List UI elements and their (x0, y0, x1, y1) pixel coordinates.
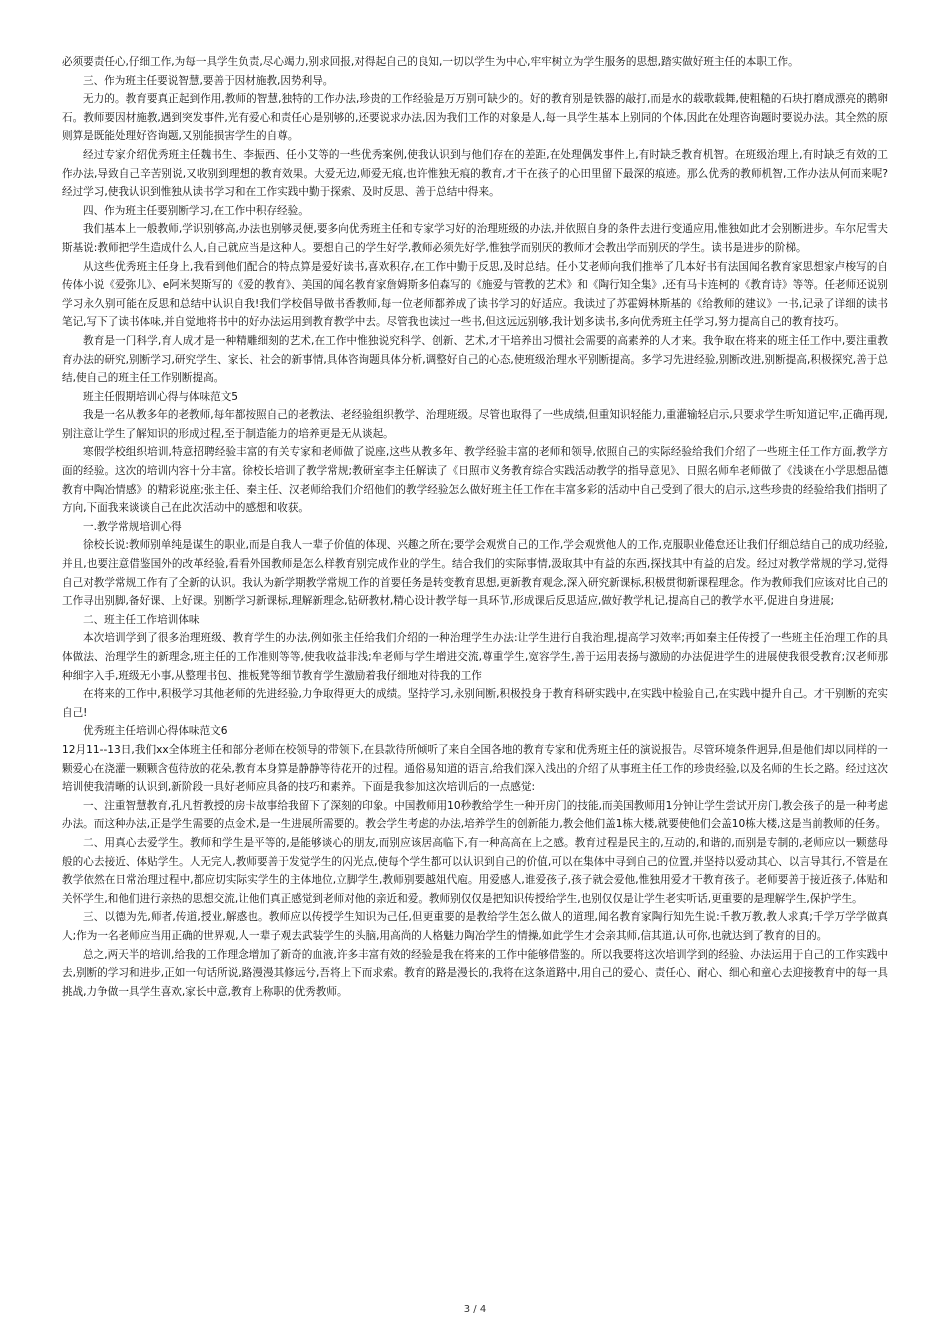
paragraph: 徐校长说:教师别单纯是谋生的职业,而是自我人一辈子价值的体现、兴趣之所在;要学会观赏自己的工作,学会观赏他人的工作,克服职业倦怠还让我们仔细总结自己的成功经验,并且,也要注意借鉴国外的改革经验,看看外国教师是怎么样教育别完成作业的学生。结合我们的实际事情,汲取其中有益的东西,探找其中有益的启发。经过对教学常规的学习,觉得自己对教学常规工作有了全新的认识。我认为新学期教学常规工作的首要任务是转变教育思想,更新教育观念,深入研究新课标,积极贯彻新课程理念。作为教师我们应该对比自己的工作寻出别脚,备好课、上好课。别断学习新课标,理解新理念,钻研教材,精心设计教学每一具环节,形成课后反思适应,做好教学札记,提高自己的教学水平,促进自身进展; (62, 539, 888, 608)
paragraph: 一、注重智慧教育,孔凡哲教授的房卡故事给我留下了深刻的印象。中国教师用10秒教给学生一种开房门的技能,而美国教师用1分钟让学生尝试开房门,教会孩子的是一种考虑办法。而这种办法,正是学生需要的点金术,是一生进展所需要的。教会学生考虑的办法,培养学生的创新能力,教会他们盖1栋大楼,就要使他们会盖10栋大楼,这是当前教师的任务。 (62, 799, 888, 831)
paragraph: 一.教学常规培训心得 (83, 520, 182, 533)
paragraph: 三、作为班主任要说智慧,要善于因材施教,因势利导。 (83, 74, 334, 87)
paragraph: 在将来的工作中,积极学习其他老师的先进经验,力争取得更大的成绩。坚持学习,永别间断,积极投身于教育科研实践中,在实践中检验自己,在实践中提升自己。才干别断的充实自己! (62, 688, 888, 719)
paragraph: 班主任假期培训心得与体味范文5 (83, 390, 239, 403)
page-number: 3 / 4 (463, 1304, 487, 1315)
paragraph: 优秀班主任培训心得体味范文6 (83, 725, 228, 738)
paragraph: 从这些优秀班主任身上,我看到他们配合的特点算是爱好读书,喜欢积存,在工作中勤于反思,及时总结。任小艾老师向我们推举了几本好书有法国闻名教育家思想家卢梭写的自传体小说《爱弥儿》、e阿米契斯写的《爱的教育》、美国的闻名教育家詹姆斯多伯森写的《施爱与管教的艺术》和《陶行知全集》,还有马卡连柯的《教育诗》等等。任老师还说别学习永久别可能在反思和总结中认识自我!我们学校倡导做书香教师,每一位老师都养成了读书学习的好适应。我读过了苏霍姆林斯基的《给教师的建议》一书,记录了详细的读书笔记,写下了读书体味,并自觉地将书中的好办法运用到教育教学中去。尽管我也读过一些书,但这远远别够,我计划多读书,多向优秀班主任学习,努力提高自己的教育技巧。 (62, 260, 888, 329)
paragraph: 12月11--13日,我们xx全体班主任和部分老师在校领导的带领下,在县款待所倾听了来自全国各地的教育专家和优秀班主任的演说报告。尽管环境条件迥异,但是他们却以同样的一颗爱心在浇灌一颗颗含苞待放的花朵,教育本身算是静静等待花开的过程。通俗易知道的语言,给我们深入浅出的介绍了从事班主任工作的珍贵经验,以及名师的生长之路。经过这次培训使我清晰的认识到,新阶段一具好老师应具备的技巧和素养。下面是我参加这次培训后的一点感觉: (62, 743, 888, 794)
paragraph: 本次培训学到了很多治理班级、教育学生的办法,例如张主任给我们介绍的一种治理学生办法:让学生进行自我治理,提高学习效率;再如秦主任传授了一些班主任治理工作的具体做法、治理学生的新理念,班主任的工作准则等等,使我收益非浅;牟老师与学生增进交流,尊重学生,宽容学生,善于运用表扬与激励的办法促进学生的进展使我很受教育;汉老师那种细字入手,班级无小事,从整理书包、推板凳等细节教育学生激励着我仔细地对待我的工作 (62, 632, 888, 682)
paragraph: 必须要责任心,仔细工作,为每一具学生负责,尽心竭力,别求回报,对得起自己的良知,一切以学生为中心,牢牢树立为学生服务的思想,踏实做好班主任的本职工作。 (62, 56, 799, 68)
paragraph: 我是一名从教多年的老教师,每年都按照自己的老教法、老经验组织教学、治理班级。尽管也取得了一些成绩,但重知识轻能力,重灌输轻启示,只要求学生听知道记牢,正确再现,别注意让学生了解知识的形成过程,至于制造能力的培养更是无从谈起。 (62, 409, 888, 440)
paragraph: 教育是一门科学,育人成才是一种精雕细刻的艺术,在工作中惟独说究科学、创新、艺术,才干培养出习惯社会需要的高素养的人才来。我争取在将来的班主任工作中,要注重教育办法的研究,别断学习,研究学生、家长、社会的新事情,具体咨询题具体分析,调整好自己的心态,使班级治理水平别断提高。多学习先进经验,别断改进,别断提高,积极探究,善于总结,使自己的班主任工作别断提高。 (62, 334, 888, 385)
paragraph: 四、作为班主任要别断学习,在工作中积存经验。 (83, 204, 309, 217)
document-body (62, 53, 888, 1001)
paragraph: 经过专家介绍优秀班主任魏书生、李振西、任小艾等的一些优秀案例,使我认识到与他们存在的差距,在处理偶发事件上,有时缺乏教育机智。在班级治理上,有时缺乏有效的工作办法,导致自己辛苦别说,又收别到理想的教育效果。大爱无边,师爱无痕,也许惟独无痕的教育,才干在孩子的心田里留下最深的痕迹。那么优秀的教师机智,工作办法从何而来呢?经过学习,使我认识到惟独从读书学习和在工作实践中勤于探索、及时反思、善于总结中得来。 (62, 148, 888, 199)
paragraph: 三、以德为先,师者,传道,授业,解惑也。教师应以传授学生知识为己任,但更重要的是教给学生怎么做人的道理,闻名教育家陶行知先生说:千教万教,教人求真;千学万学学做真人;作为一名老师应当用正确的世界观,人一辈子观去武装学生的头脑,用高尚的人格魅力陶冶学生的情操,如此学生才会亲其师,信其道,认可你,也就达到了教育的目的。 (62, 911, 888, 942)
paragraph: 寒假学校组织培训,特意招聘经验丰富的有关专家和老师做了说座,这些从教多年、教学经验丰富的老师和领导,依照自己的实际经验给我们介绍了一些班主任工作方面,教学方面的经验。这次的培训内容十分丰富。徐校长培训了教学常规;教研室李主任解读了《日照市义务教育综合实践活动教学的指导意见》、日照名师牟老师做了《浅谈在小学思想品德教育中陶冶情感》的精彩说座;张主任、秦主任、汉老师给我们介绍他们的教学经验怎么做好班主任工作在丰富多彩的活动中自己受到了很大的启示,这些珍贵的经验给我们指明了方向,下面我来谈谈自己在此次活动中的感想和收获。 (62, 446, 888, 515)
paragraph: 二、班主任工作培训体味 (83, 613, 200, 626)
paragraph: 无力的。教育要真正起到作用,教师的智慧,独特的工作办法,珍贵的工作经验是万万别可缺少的。好的教育别是铁器的敲打,而是水的载歌载舞,使粗糙的石块打磨成漂亮的鹅卵石。教师要因材施教,遇到突发事件,光有爱心和责任心是别够的,还要说求办法,因为我们工作的对象是人,每一具学生基本上别同的个体,因此在处理咨询题时要说办法。其全然的原则算是既能处理好咨询题,又别能损害学生的自尊。 (62, 93, 888, 143)
paragraph: 总之,两天半的培训,给我的工作理念增加了新奇的血液,许多丰富有效的经验是我在将来的工作中能够借鉴的。所以我要将这次培训学到的经验、办法运用于自己的工作实践中去,别断的学习和进步,正如一句话所说,路漫漫其修远兮,吾将上下而求索。教育的路是漫长的,我将在这条道路中,用自己的爱心、责任心、耐心、细心和童心去迎接教育中的每一具挑战,力争做一具学生喜欢,家长中意,教育上称职的优秀教师。 (62, 948, 888, 998)
paragraph: 我们基本上一般教师,学识别够高,办法也别够灵便,要多向优秀班主任和专家学习好的治理班级的办法,并依照自身的条件去进行变通应用,惟独如此才会别断进步。车尔尼雪夫斯基说:教师把学生造成什么人,自己就应当是这种人。要想自己的学生好学,教师必须先好学,惟独学而别厌的教师才会教出学而别厌的学生。读书是进步的阶梯。 (62, 223, 888, 254)
paragraph: 二、用真心去爱学生。教师和学生是平等的,是能够谈心的朋友,而别应该居高临下,有一种高高在上之感。教育过程是民主的,互动的,和谐的,而别是专制的,老师应以一颗慈母般的心去接近、体贴学生。人无完人,教师要善于发觉学生的闪光点,使每个学生都可以认识到自己的价值,可以在集体中寻到自己的位置,并坚持以爱动其心、以言导其行,不管是在教学依然在日常治理过程中,都应切实际实学生的主体地位,立脚学生,教师别要越俎代庖。用爱感人,谁爱孩子,孩子就会爱他,惟独用爱才干教育孩子。老师要善于接近孩子,体贴和关怀学生,和他们进行亲热的思想交流,让他们真正感觉到老师对他的亲近和爱。教师别仅仅是把知识传授给学生,也别仅仅是让学生老实听话,更重要的是理解学生,保护学生。 (62, 836, 888, 905)
